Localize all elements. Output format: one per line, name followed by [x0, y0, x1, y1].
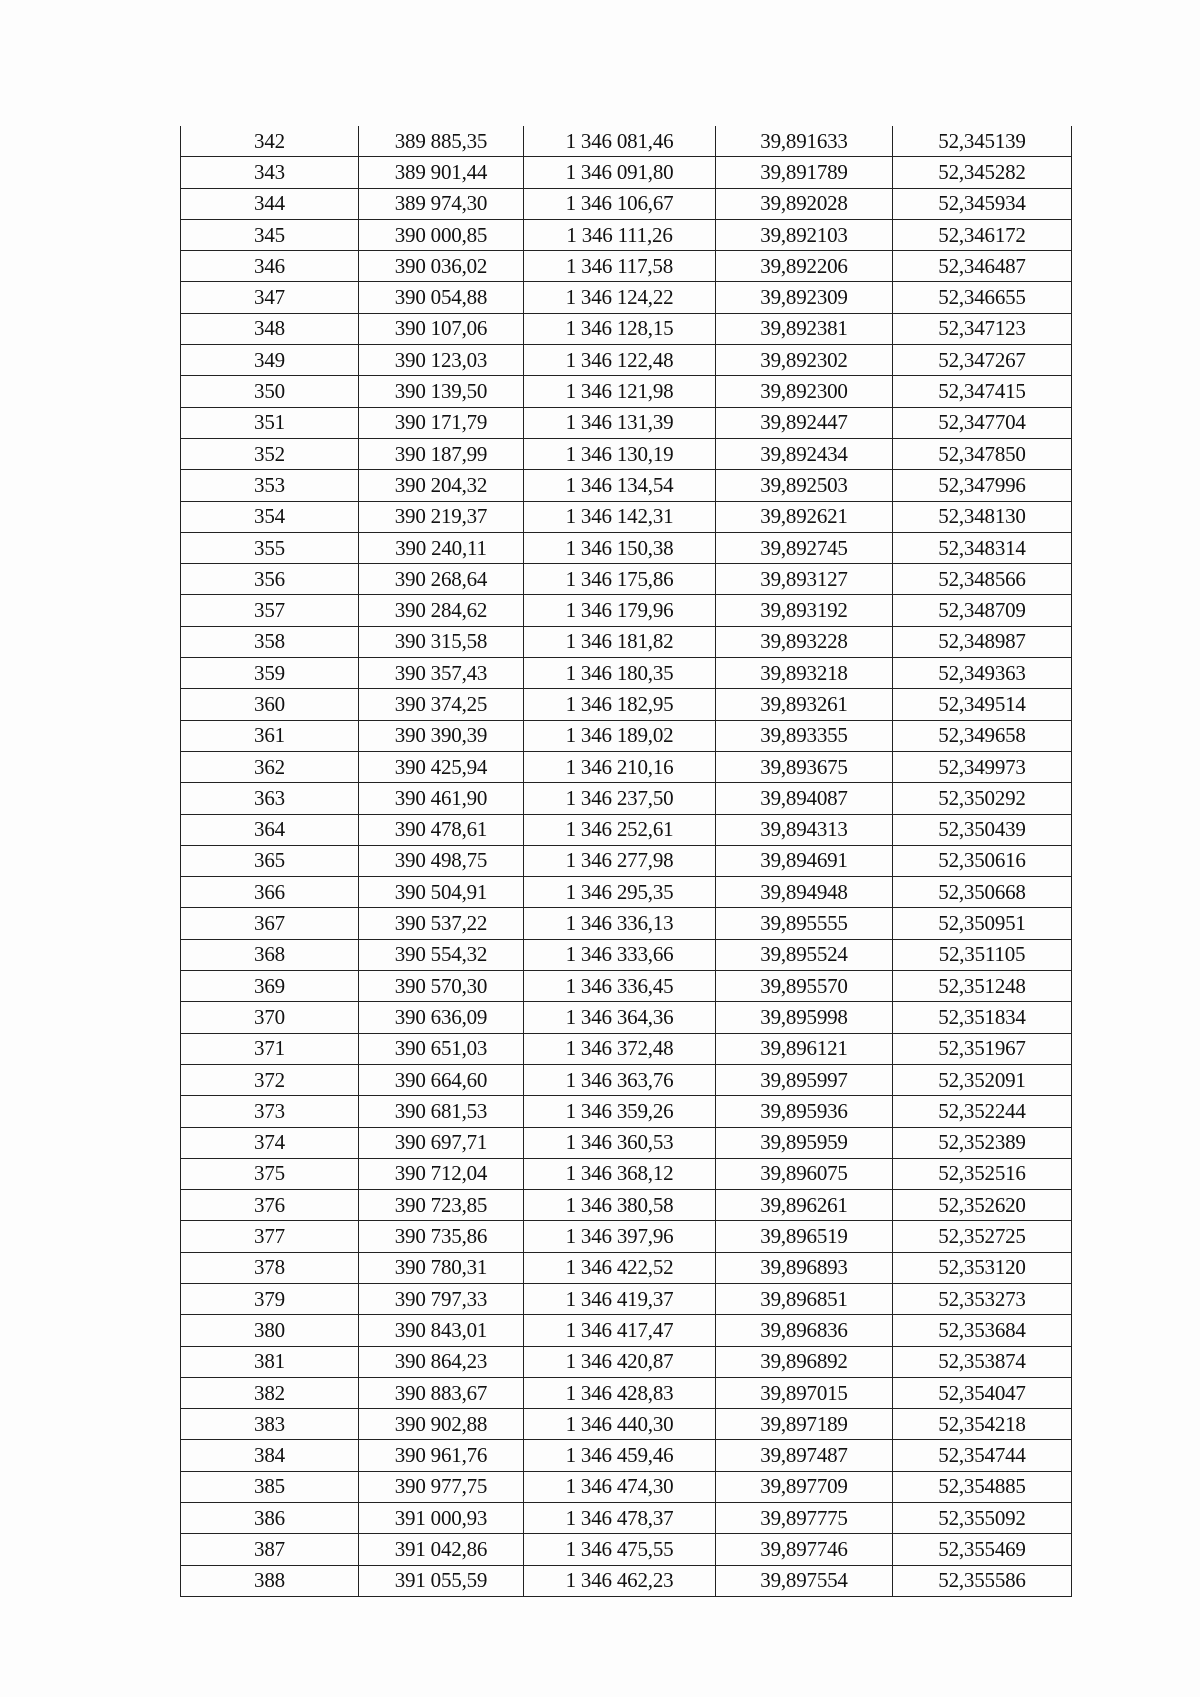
latitude-cell: 39,892028 [716, 188, 893, 219]
latitude-cell: 39,896892 [716, 1346, 893, 1377]
latitude-cell: 39,897775 [716, 1503, 893, 1534]
latitude-cell: 39,892745 [716, 532, 893, 563]
point-number-cell: 360 [181, 689, 359, 720]
latitude-cell: 39,893675 [716, 751, 893, 782]
longitude-cell: 52,347415 [893, 376, 1072, 407]
point-number-cell: 347 [181, 282, 359, 313]
latitude-cell: 39,892434 [716, 438, 893, 469]
point-number-cell: 355 [181, 532, 359, 563]
table-row [181, 814, 1072, 845]
point-number-cell: 375 [181, 1158, 359, 1189]
table-row [181, 438, 1072, 469]
latitude-cell: 39,896519 [716, 1221, 893, 1252]
table-row [181, 783, 1072, 814]
latitude-cell: 39,896075 [716, 1158, 893, 1189]
x-coordinate-cell: 390 240,11 [359, 532, 524, 563]
y-coordinate-cell: 1 346 417,47 [524, 1315, 716, 1346]
table-row [181, 658, 1072, 689]
x-coordinate-cell: 390 504,91 [359, 877, 524, 908]
table-row [181, 1565, 1072, 1596]
y-coordinate-cell: 1 346 336,13 [524, 908, 716, 939]
y-coordinate-cell: 1 346 237,50 [524, 783, 716, 814]
latitude-cell: 39,892621 [716, 501, 893, 532]
longitude-cell: 52,355586 [893, 1565, 1072, 1596]
longitude-cell: 52,348987 [893, 626, 1072, 657]
point-number-cell: 386 [181, 1503, 359, 1534]
longitude-cell: 52,348566 [893, 564, 1072, 595]
latitude-cell: 39,894313 [716, 814, 893, 845]
table-row [181, 282, 1072, 313]
table-row [181, 845, 1072, 876]
x-coordinate-cell: 390 651,03 [359, 1033, 524, 1064]
y-coordinate-cell: 1 346 380,58 [524, 1190, 716, 1221]
longitude-cell: 52,355469 [893, 1534, 1072, 1565]
table-row [181, 720, 1072, 751]
table-row [181, 1283, 1072, 1314]
y-coordinate-cell: 1 346 475,55 [524, 1534, 716, 1565]
longitude-cell: 52,355092 [893, 1503, 1072, 1534]
latitude-cell: 39,892381 [716, 313, 893, 344]
longitude-cell: 52,350292 [893, 783, 1072, 814]
latitude-cell: 39,893127 [716, 564, 893, 595]
point-number-cell: 380 [181, 1315, 359, 1346]
point-number-cell: 377 [181, 1221, 359, 1252]
latitude-cell: 39,892302 [716, 345, 893, 376]
longitude-cell: 52,347850 [893, 438, 1072, 469]
x-coordinate-cell: 390 902,88 [359, 1409, 524, 1440]
y-coordinate-cell: 1 346 122,48 [524, 345, 716, 376]
latitude-cell: 39,893192 [716, 595, 893, 626]
y-coordinate-cell: 1 346 428,83 [524, 1377, 716, 1408]
table-row [181, 532, 1072, 563]
latitude-cell: 39,897746 [716, 1534, 893, 1565]
longitude-cell: 52,349658 [893, 720, 1072, 751]
latitude-cell: 39,896851 [716, 1283, 893, 1314]
point-number-cell: 385 [181, 1471, 359, 1502]
table-row [181, 313, 1072, 344]
latitude-cell: 39,895998 [716, 1002, 893, 1033]
table-row [181, 971, 1072, 1002]
point-number-cell: 367 [181, 908, 359, 939]
table-row [181, 1315, 1072, 1346]
point-number-cell: 356 [181, 564, 359, 595]
table-row [181, 1002, 1072, 1033]
latitude-cell: 39,894087 [716, 783, 893, 814]
table-row [181, 1190, 1072, 1221]
longitude-cell: 52,350616 [893, 845, 1072, 876]
latitude-cell: 39,892503 [716, 470, 893, 501]
latitude-cell: 39,893355 [716, 720, 893, 751]
point-number-cell: 374 [181, 1127, 359, 1158]
table-row [181, 908, 1072, 939]
latitude-cell: 39,895570 [716, 971, 893, 1002]
x-coordinate-cell: 390 425,94 [359, 751, 524, 782]
y-coordinate-cell: 1 346 124,22 [524, 282, 716, 313]
y-coordinate-cell: 1 346 474,30 [524, 1471, 716, 1502]
longitude-cell: 52,345282 [893, 157, 1072, 188]
y-coordinate-cell: 1 346 210,16 [524, 751, 716, 782]
longitude-cell: 52,345139 [893, 126, 1072, 157]
y-coordinate-cell: 1 346 372,48 [524, 1033, 716, 1064]
y-coordinate-cell: 1 346 420,87 [524, 1346, 716, 1377]
longitude-cell: 52,353874 [893, 1346, 1072, 1377]
table-row [181, 251, 1072, 282]
y-coordinate-cell: 1 346 364,36 [524, 1002, 716, 1033]
y-coordinate-cell: 1 346 419,37 [524, 1283, 716, 1314]
x-coordinate-cell: 390 554,32 [359, 939, 524, 970]
table-row [181, 157, 1072, 188]
x-coordinate-cell: 390 864,23 [359, 1346, 524, 1377]
point-number-cell: 379 [181, 1283, 359, 1314]
table-row [181, 751, 1072, 782]
longitude-cell: 52,350951 [893, 908, 1072, 939]
latitude-cell: 39,896121 [716, 1033, 893, 1064]
point-number-cell: 388 [181, 1565, 359, 1596]
x-coordinate-cell: 391 055,59 [359, 1565, 524, 1596]
longitude-cell: 52,352516 [893, 1158, 1072, 1189]
y-coordinate-cell: 1 346 081,46 [524, 126, 716, 157]
longitude-cell: 52,347267 [893, 345, 1072, 376]
point-number-cell: 352 [181, 438, 359, 469]
x-coordinate-cell: 390 977,75 [359, 1471, 524, 1502]
x-coordinate-cell: 390 315,58 [359, 626, 524, 657]
x-coordinate-cell: 390 664,60 [359, 1064, 524, 1095]
point-number-cell: 359 [181, 658, 359, 689]
x-coordinate-cell: 390 036,02 [359, 251, 524, 282]
longitude-cell: 52,348709 [893, 595, 1072, 626]
x-coordinate-cell: 390 268,64 [359, 564, 524, 595]
longitude-cell: 52,348314 [893, 532, 1072, 563]
x-coordinate-cell: 390 000,85 [359, 219, 524, 250]
point-number-cell: 378 [181, 1252, 359, 1283]
table-row [181, 407, 1072, 438]
latitude-cell: 39,895555 [716, 908, 893, 939]
y-coordinate-cell: 1 346 106,67 [524, 188, 716, 219]
longitude-cell: 52,354885 [893, 1471, 1072, 1502]
longitude-cell: 52,351834 [893, 1002, 1072, 1033]
longitude-cell: 52,350439 [893, 814, 1072, 845]
x-coordinate-cell: 390 681,53 [359, 1096, 524, 1127]
latitude-cell: 39,896893 [716, 1252, 893, 1283]
longitude-cell: 52,346487 [893, 251, 1072, 282]
table-row [181, 626, 1072, 657]
latitude-cell: 39,894691 [716, 845, 893, 876]
x-coordinate-cell: 390 537,22 [359, 908, 524, 939]
table-row [181, 1221, 1072, 1252]
table-row [181, 1064, 1072, 1095]
table-row [181, 126, 1072, 157]
point-number-cell: 370 [181, 1002, 359, 1033]
longitude-cell: 52,348130 [893, 501, 1072, 532]
x-coordinate-cell: 391 000,93 [359, 1503, 524, 1534]
point-number-cell: 365 [181, 845, 359, 876]
x-coordinate-cell: 390 843,01 [359, 1315, 524, 1346]
y-coordinate-cell: 1 346 277,98 [524, 845, 716, 876]
longitude-cell: 52,354047 [893, 1377, 1072, 1408]
y-coordinate-cell: 1 346 462,23 [524, 1565, 716, 1596]
latitude-cell: 39,897015 [716, 1377, 893, 1408]
table-row [181, 595, 1072, 626]
longitude-cell: 52,351248 [893, 971, 1072, 1002]
latitude-cell: 39,893261 [716, 689, 893, 720]
point-number-cell: 376 [181, 1190, 359, 1221]
table-row [181, 1252, 1072, 1283]
x-coordinate-cell: 390 107,06 [359, 313, 524, 344]
longitude-cell: 52,345934 [893, 188, 1072, 219]
x-coordinate-cell: 390 735,86 [359, 1221, 524, 1252]
x-coordinate-cell: 390 961,76 [359, 1440, 524, 1471]
x-coordinate-cell: 390 284,62 [359, 595, 524, 626]
point-number-cell: 346 [181, 251, 359, 282]
longitude-cell: 52,353684 [893, 1315, 1072, 1346]
x-coordinate-cell: 391 042,86 [359, 1534, 524, 1565]
x-coordinate-cell: 390 723,85 [359, 1190, 524, 1221]
longitude-cell: 52,353273 [893, 1283, 1072, 1314]
y-coordinate-cell: 1 346 179,96 [524, 595, 716, 626]
x-coordinate-cell: 390 883,67 [359, 1377, 524, 1408]
point-number-cell: 373 [181, 1096, 359, 1127]
y-coordinate-cell: 1 346 175,86 [524, 564, 716, 595]
longitude-cell: 52,352389 [893, 1127, 1072, 1158]
y-coordinate-cell: 1 346 397,96 [524, 1221, 716, 1252]
table-row [181, 689, 1072, 720]
table-row [181, 1440, 1072, 1471]
x-coordinate-cell: 390 780,31 [359, 1252, 524, 1283]
longitude-cell: 52,352244 [893, 1096, 1072, 1127]
coordinates-table-body [181, 126, 1072, 1596]
latitude-cell: 39,892103 [716, 219, 893, 250]
y-coordinate-cell: 1 346 131,39 [524, 407, 716, 438]
latitude-cell: 39,895524 [716, 939, 893, 970]
x-coordinate-cell: 390 712,04 [359, 1158, 524, 1189]
point-number-cell: 354 [181, 501, 359, 532]
coordinates-table [180, 126, 1072, 1597]
latitude-cell: 39,897554 [716, 1565, 893, 1596]
longitude-cell: 52,349973 [893, 751, 1072, 782]
point-number-cell: 348 [181, 313, 359, 344]
point-number-cell: 371 [181, 1033, 359, 1064]
x-coordinate-cell: 390 357,43 [359, 658, 524, 689]
latitude-cell: 39,897709 [716, 1471, 893, 1502]
x-coordinate-cell: 390 570,30 [359, 971, 524, 1002]
point-number-cell: 363 [181, 783, 359, 814]
point-number-cell: 369 [181, 971, 359, 1002]
longitude-cell: 52,350668 [893, 877, 1072, 908]
x-coordinate-cell: 389 974,30 [359, 188, 524, 219]
x-coordinate-cell: 390 171,79 [359, 407, 524, 438]
y-coordinate-cell: 1 346 121,98 [524, 376, 716, 407]
y-coordinate-cell: 1 346 478,37 [524, 1503, 716, 1534]
point-number-cell: 342 [181, 126, 359, 157]
y-coordinate-cell: 1 346 189,02 [524, 720, 716, 751]
x-coordinate-cell: 390 697,71 [359, 1127, 524, 1158]
y-coordinate-cell: 1 346 363,76 [524, 1064, 716, 1095]
y-coordinate-cell: 1 346 459,46 [524, 1440, 716, 1471]
x-coordinate-cell: 390 636,09 [359, 1002, 524, 1033]
longitude-cell: 52,347704 [893, 407, 1072, 438]
y-coordinate-cell: 1 346 182,95 [524, 689, 716, 720]
table-row [181, 1033, 1072, 1064]
point-number-cell: 361 [181, 720, 359, 751]
y-coordinate-cell: 1 346 295,35 [524, 877, 716, 908]
point-number-cell: 358 [181, 626, 359, 657]
y-coordinate-cell: 1 346 252,61 [524, 814, 716, 845]
x-coordinate-cell: 390 498,75 [359, 845, 524, 876]
longitude-cell: 52,349363 [893, 658, 1072, 689]
latitude-cell: 39,892300 [716, 376, 893, 407]
x-coordinate-cell: 390 390,39 [359, 720, 524, 751]
y-coordinate-cell: 1 346 180,35 [524, 658, 716, 689]
table-row [181, 1534, 1072, 1565]
y-coordinate-cell: 1 346 117,58 [524, 251, 716, 282]
latitude-cell: 39,892447 [716, 407, 893, 438]
table-row [181, 1096, 1072, 1127]
y-coordinate-cell: 1 346 336,45 [524, 971, 716, 1002]
table-row [181, 1158, 1072, 1189]
latitude-cell: 39,897189 [716, 1409, 893, 1440]
y-coordinate-cell: 1 346 422,52 [524, 1252, 716, 1283]
y-coordinate-cell: 1 346 111,26 [524, 219, 716, 250]
point-number-cell: 382 [181, 1377, 359, 1408]
table-row [181, 1127, 1072, 1158]
latitude-cell: 39,895997 [716, 1064, 893, 1095]
table-row [181, 501, 1072, 532]
longitude-cell: 52,354218 [893, 1409, 1072, 1440]
latitude-cell: 39,892309 [716, 282, 893, 313]
y-coordinate-cell: 1 346 142,31 [524, 501, 716, 532]
y-coordinate-cell: 1 346 333,66 [524, 939, 716, 970]
point-number-cell: 387 [181, 1534, 359, 1565]
point-number-cell: 353 [181, 470, 359, 501]
point-number-cell: 384 [181, 1440, 359, 1471]
longitude-cell: 52,351105 [893, 939, 1072, 970]
point-number-cell: 381 [181, 1346, 359, 1377]
y-coordinate-cell: 1 346 134,54 [524, 470, 716, 501]
longitude-cell: 52,352725 [893, 1221, 1072, 1252]
latitude-cell: 39,895959 [716, 1127, 893, 1158]
x-coordinate-cell: 390 219,37 [359, 501, 524, 532]
point-number-cell: 344 [181, 188, 359, 219]
latitude-cell: 39,893228 [716, 626, 893, 657]
point-number-cell: 372 [181, 1064, 359, 1095]
x-coordinate-cell: 390 797,33 [359, 1283, 524, 1314]
table-row [181, 376, 1072, 407]
longitude-cell: 52,349514 [893, 689, 1072, 720]
x-coordinate-cell: 390 204,32 [359, 470, 524, 501]
point-number-cell: 350 [181, 376, 359, 407]
table-row [181, 564, 1072, 595]
point-number-cell: 349 [181, 345, 359, 376]
x-coordinate-cell: 390 478,61 [359, 814, 524, 845]
longitude-cell: 52,353120 [893, 1252, 1072, 1283]
longitude-cell: 52,352091 [893, 1064, 1072, 1095]
x-coordinate-cell: 389 885,35 [359, 126, 524, 157]
y-coordinate-cell: 1 346 128,15 [524, 313, 716, 344]
table-row [181, 219, 1072, 250]
y-coordinate-cell: 1 346 440,30 [524, 1409, 716, 1440]
longitude-cell: 52,352620 [893, 1190, 1072, 1221]
latitude-cell: 39,891633 [716, 126, 893, 157]
y-coordinate-cell: 1 346 091,80 [524, 157, 716, 188]
table-row [181, 470, 1072, 501]
point-number-cell: 368 [181, 939, 359, 970]
y-coordinate-cell: 1 346 360,53 [524, 1127, 716, 1158]
longitude-cell: 52,346655 [893, 282, 1072, 313]
y-coordinate-cell: 1 346 181,82 [524, 626, 716, 657]
y-coordinate-cell: 1 346 368,12 [524, 1158, 716, 1189]
point-number-cell: 357 [181, 595, 359, 626]
longitude-cell: 52,351967 [893, 1033, 1072, 1064]
latitude-cell: 39,894948 [716, 877, 893, 908]
table-row [181, 877, 1072, 908]
point-number-cell: 343 [181, 157, 359, 188]
x-coordinate-cell: 390 374,25 [359, 689, 524, 720]
longitude-cell: 52,347123 [893, 313, 1072, 344]
y-coordinate-cell: 1 346 150,38 [524, 532, 716, 563]
latitude-cell: 39,895936 [716, 1096, 893, 1127]
longitude-cell: 52,347996 [893, 470, 1072, 501]
point-number-cell: 364 [181, 814, 359, 845]
x-coordinate-cell: 390 054,88 [359, 282, 524, 313]
table-row [181, 1377, 1072, 1408]
table-row [181, 1503, 1072, 1534]
table-row [181, 188, 1072, 219]
x-coordinate-cell: 390 123,03 [359, 345, 524, 376]
y-coordinate-cell: 1 346 130,19 [524, 438, 716, 469]
longitude-cell: 52,354744 [893, 1440, 1072, 1471]
latitude-cell: 39,896261 [716, 1190, 893, 1221]
latitude-cell: 39,891789 [716, 157, 893, 188]
point-number-cell: 362 [181, 751, 359, 782]
latitude-cell: 39,896836 [716, 1315, 893, 1346]
table-row [181, 1346, 1072, 1377]
point-number-cell: 351 [181, 407, 359, 438]
point-number-cell: 383 [181, 1409, 359, 1440]
latitude-cell: 39,892206 [716, 251, 893, 282]
x-coordinate-cell: 390 187,99 [359, 438, 524, 469]
longitude-cell: 52,346172 [893, 219, 1072, 250]
table-row [181, 939, 1072, 970]
table-row [181, 1409, 1072, 1440]
point-number-cell: 345 [181, 219, 359, 250]
table-row [181, 345, 1072, 376]
x-coordinate-cell: 389 901,44 [359, 157, 524, 188]
y-coordinate-cell: 1 346 359,26 [524, 1096, 716, 1127]
x-coordinate-cell: 390 461,90 [359, 783, 524, 814]
latitude-cell: 39,897487 [716, 1440, 893, 1471]
point-number-cell: 366 [181, 877, 359, 908]
table-row [181, 1471, 1072, 1502]
latitude-cell: 39,893218 [716, 658, 893, 689]
x-coordinate-cell: 390 139,50 [359, 376, 524, 407]
